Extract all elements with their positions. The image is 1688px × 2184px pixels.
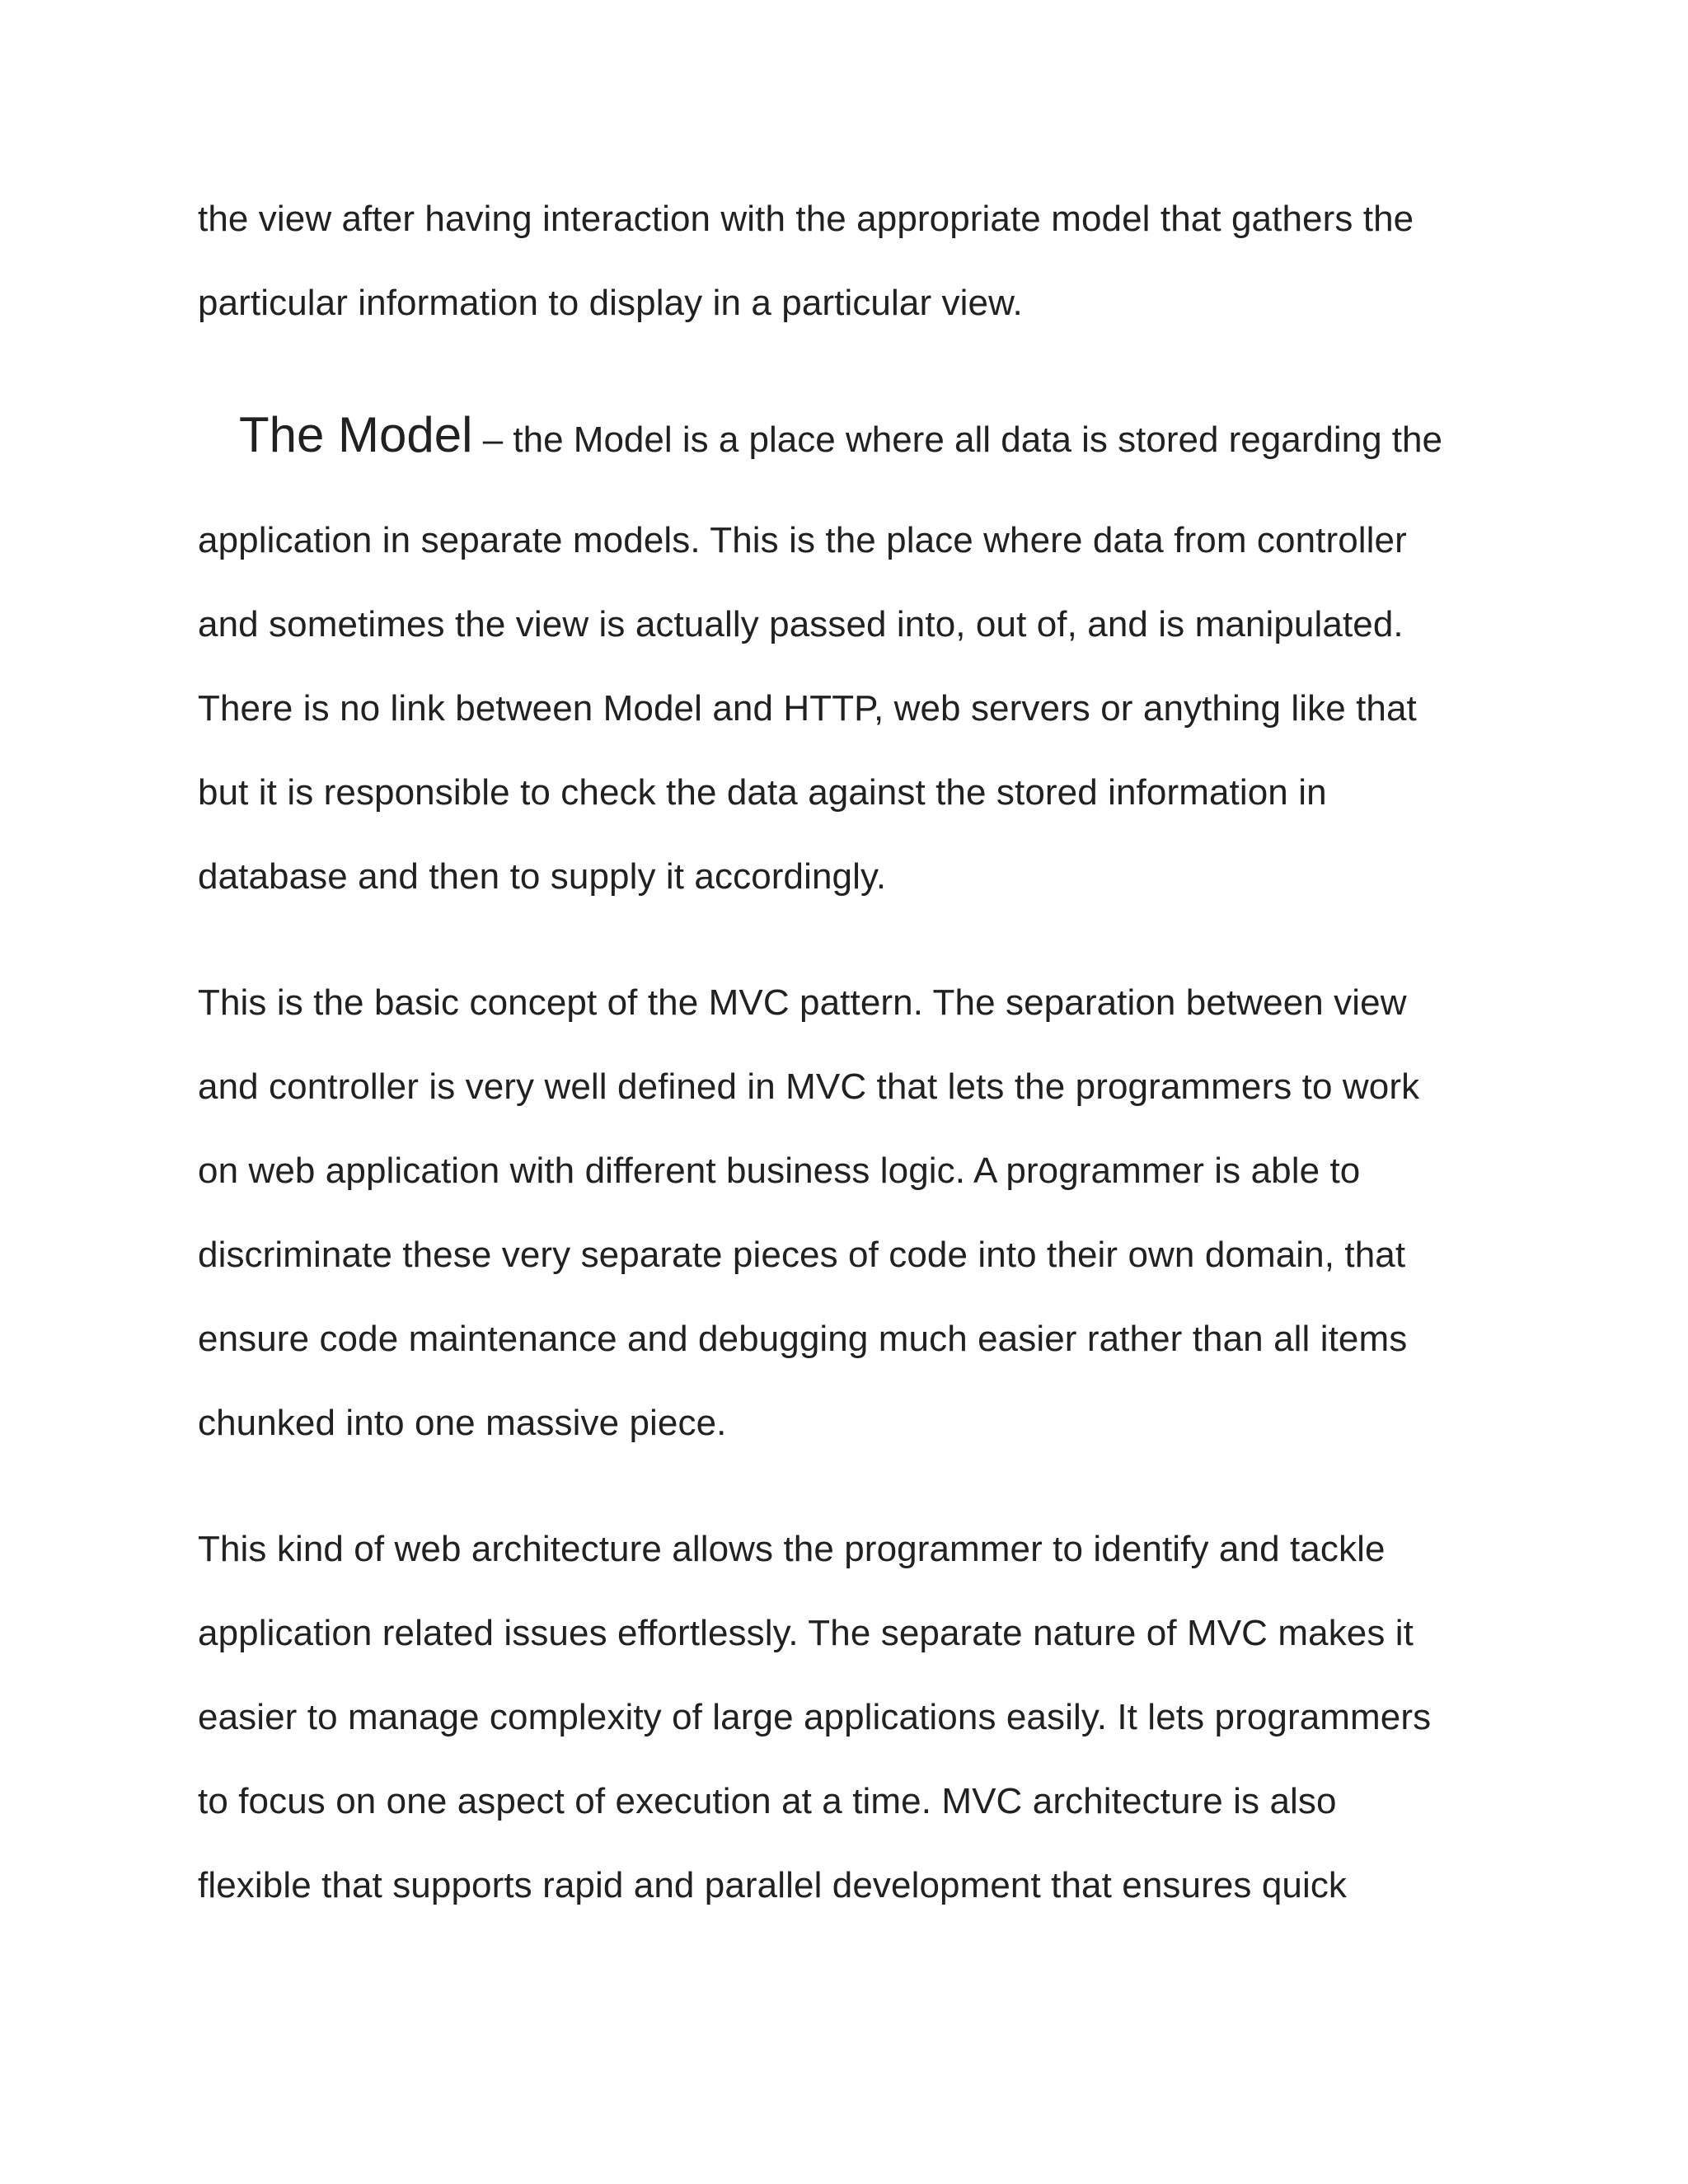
text-line: and sometimes the view is actually passed into, out of, and is manipulated. [198, 604, 1404, 644]
model-heading-line [239, 406, 1442, 469]
text-line: flexible that supports rapid and parallel development that ensures quick [198, 1865, 1348, 1905]
text-line: There is no link between Model and HTTP, web servers or anything like that [198, 688, 1417, 729]
text-line: database and then to supply it accordingly. [198, 856, 887, 897]
text-line: particular information to display in a particular view. [198, 283, 1023, 323]
model-heading: The Model [239, 407, 473, 462]
text-line: the view after having interaction with the appropriate model that gathers the [198, 199, 1414, 239]
text-line: but it is responsible to check the data against the stored information in [198, 772, 1327, 813]
text-line: and controller is very well defined in MVC that lets the programmers to work [198, 1066, 1420, 1107]
text-line: discriminate these very separate pieces of code into their own domain, that [198, 1235, 1406, 1275]
text-line: application related issues effortlessly. The separate nature of MVC makes it [198, 1613, 1414, 1653]
text-line: easier to manage complexity of large applications easily. It lets programmers [198, 1697, 1432, 1737]
text-line: on web application with different business logic. A programmer is able to [198, 1151, 1361, 1191]
model-heading-text: – the Model is a place where all data is stored regarding the [472, 419, 1442, 460]
text-line: chunked into one massive piece. [198, 1403, 727, 1443]
text-line: ensure code maintenance and debugging much easier rather than all items [198, 1319, 1408, 1359]
text-line: application in separate models. This is the place where data from controller [198, 520, 1407, 560]
text-line: to focus on one aspect of execution at a time. MVC architecture is also [198, 1781, 1337, 1821]
text-line: This kind of web architecture allows the programmer to identify and tackle [198, 1529, 1386, 1569]
text-line: This is the basic concept of the MVC pattern. The separation between view [198, 982, 1407, 1023]
